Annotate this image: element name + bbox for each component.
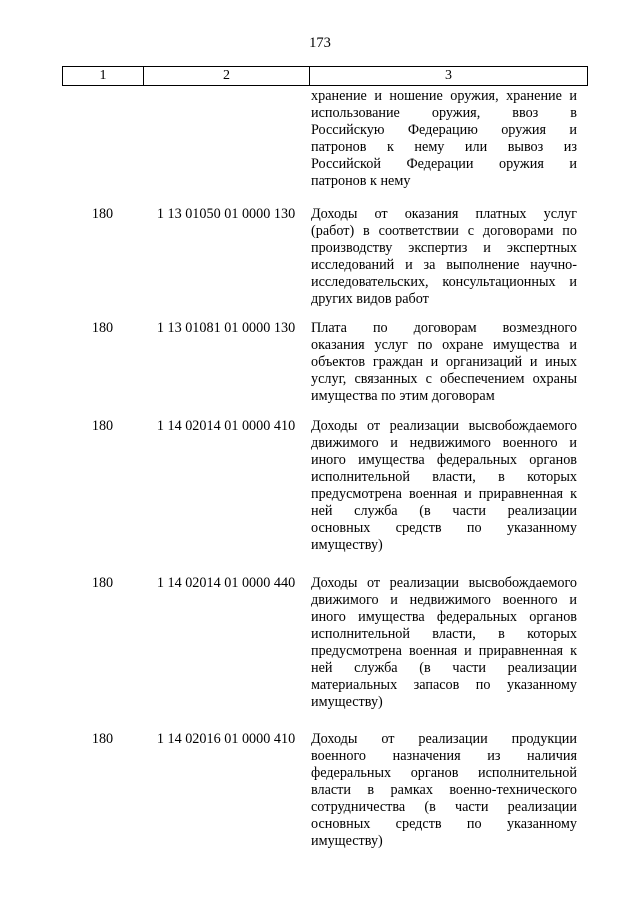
description-cell	[311, 88, 577, 190]
description-line: Плата по договорам возмездного	[311, 320, 577, 336]
header-col-3: 3	[445, 68, 452, 83]
description-line: Российской Федерации оружия и	[311, 156, 577, 172]
page-number: 173	[309, 35, 331, 51]
table-row	[62, 731, 577, 850]
header-col-1: 1	[63, 67, 144, 85]
description-line: имуществу)	[311, 537, 383, 553]
description-line: иного имущества федеральных органов	[311, 609, 577, 625]
description-line: патронов к нему или вывоз из	[311, 139, 577, 155]
description-line: движимого и недвижимого военного и	[311, 435, 577, 451]
revenue-code-cell: 1 13 01081 01 0000 130	[156, 320, 296, 336]
description-line: других видов работ	[311, 291, 429, 307]
table-header	[62, 66, 588, 86]
revenue-code-cell: 1 14 02016 01 0000 410	[156, 731, 296, 747]
admin-code-cell: 180	[91, 731, 114, 747]
admin-code-cell: 180	[91, 320, 114, 336]
description-line: Доходы от реализации продукции	[311, 731, 577, 747]
description-line: Российскую Федерацию оружия и	[311, 122, 577, 138]
description-line: объектов граждан и организаций и иных	[311, 354, 577, 370]
description-line: предусмотрена военная и приравненная к	[311, 486, 577, 502]
table-row	[62, 206, 577, 308]
description-cell	[311, 320, 577, 405]
description-line: Доходы от реализации высвобождаемого	[311, 418, 577, 434]
admin-code-cell: 180	[91, 206, 114, 222]
description-line: сотрудничества (в части реализации	[311, 799, 577, 815]
description-line: Доходы от оказания платных услуг	[311, 206, 577, 222]
description-line: военного назначения из наличия	[311, 748, 577, 764]
admin-code-cell: 180	[91, 575, 114, 591]
description-line: (работ) в соответствии с договорами по	[311, 223, 577, 239]
description-line: имуществу)	[311, 694, 383, 710]
table-row	[62, 88, 577, 190]
description-line: движимого и недвижимого военного и	[311, 592, 577, 608]
description-cell	[311, 418, 577, 554]
description-line: оказания услуг по охране имущества и	[311, 337, 577, 353]
description-line: хранение и ношение оружия, хранение и	[311, 88, 577, 104]
admin-code-cell: 180	[91, 418, 114, 434]
description-line: ней служба (в части реализации	[311, 660, 577, 676]
table-row	[62, 418, 577, 554]
description-line: ней служба (в части реализации	[311, 503, 577, 519]
description-line: основных средств по указанному	[311, 520, 577, 536]
description-line: имущества по этим договорам	[311, 388, 495, 404]
description-line: иного имущества федеральных органов	[311, 452, 577, 468]
description-line: предусмотрена военная и приравненная к	[311, 643, 577, 659]
description-cell	[311, 731, 577, 850]
description-line: Доходы от реализации высвобождаемого	[311, 575, 577, 591]
description-line: патронов к нему	[311, 173, 411, 189]
description-line: федеральных органов исполнительной	[311, 765, 577, 781]
description-line: исполнительной власти, в которых	[311, 626, 577, 642]
description-cell	[311, 575, 577, 711]
description-line: материальных запасов по указанному	[311, 677, 577, 693]
table-row	[62, 575, 577, 711]
description-line: исследований и за выполнение научно-	[311, 257, 577, 273]
description-line: использование оружия, ввоз в	[311, 105, 577, 121]
description-line: имуществу)	[311, 833, 383, 849]
description-line: услуг, связанных с обеспечением охраны	[311, 371, 577, 387]
description-line: власти в рамках военно-технического	[311, 782, 577, 798]
description-cell	[311, 206, 577, 308]
header-col-2: 2	[144, 67, 310, 85]
revenue-code-cell: 1 14 02014 01 0000 440	[156, 575, 296, 591]
description-line: основных средств по указанному	[311, 816, 577, 832]
description-line: исполнительной власти, в которых	[311, 469, 577, 485]
revenue-code-cell: 1 13 01050 01 0000 130	[156, 206, 296, 222]
revenue-code-cell: 1 14 02014 01 0000 410	[156, 418, 296, 434]
description-line: исследовательских, консультационных и	[311, 274, 577, 290]
description-line: производству экспертиз и экспертных	[311, 240, 577, 256]
table-row	[62, 320, 577, 405]
